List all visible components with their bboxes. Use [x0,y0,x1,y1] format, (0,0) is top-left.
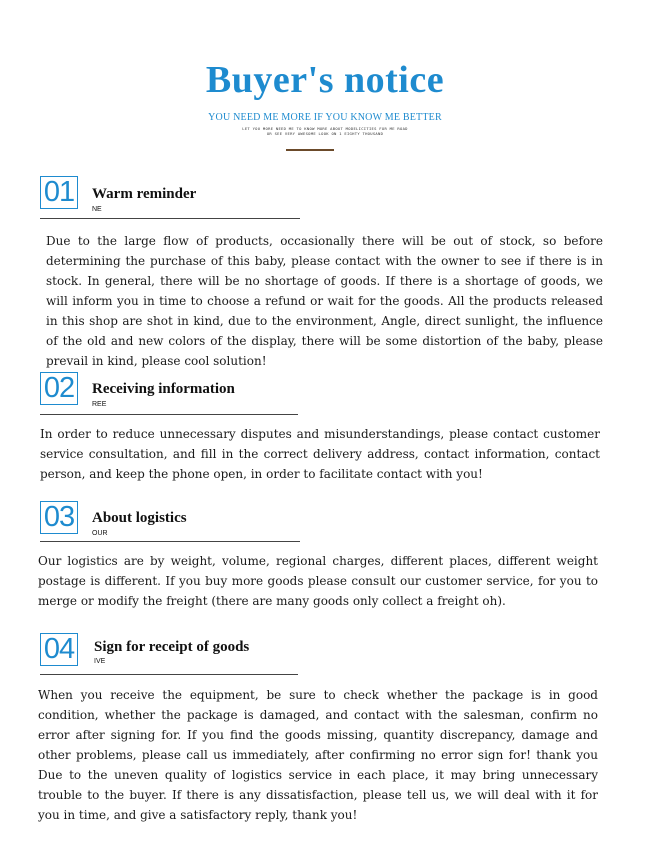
section-body-receiving-information: In order to reduce unnecessary disputes and misunderstandings, please contact customer service consultation, and fill in the correct delivery address, contact information, contact person, and keep the phone open, in order to facilitate contact with you! [40,427,600,481]
section-subtitle: IVE [94,658,106,665]
section-title-about-logistics: About logistics [92,510,187,526]
section-subtitle: REE [92,401,107,408]
section-title-receiving-information: Receiving information [92,381,235,397]
header-divider [286,149,334,151]
section-divider [40,218,300,219]
tagline-small-1: LET YOU MORE NEED ME TO KNOW MORE ABOUT MODELICITIES FOR ME ROAD [242,126,408,131]
section-number-04: 04 [40,633,78,666]
section-divider [40,414,298,415]
section-number-03: 03 [40,501,78,534]
section-subtitle: OUR [92,530,108,537]
section-title-warm-reminder: Warm reminder [92,186,197,202]
section-subtitle: NE [92,206,102,213]
section-body-warm-reminder: Due to the large flow of products, occasionally there will be out of stock, so before determining the purchase of this baby, please contact with the owner to see if there is in stock. In general, there will be no shortage of goods. If there is a shortage of goods, we will inform you in time to choose a refund or wait for the goods. All the products released in this shop are shot in kind, due to the environment, Angle, direct sunlight, the influence of the old and new colors of the display, there will be some distortion of the baby, please prevail in kind, please cool solution! [46,234,603,368]
page-title: Buyer's notice [205,59,445,101]
tagline-small-2: OR SEE VERY AWESOME LOOK ON 1 EIGHTY THOUSAND [266,131,384,136]
section-body-sign-for-receipt: When you receive the equipment, be sure to check whether the package is in good condition, whether the package is damaged, and contact with the salesman, confirm no error after signing for. If you find the goods missing, quantity discrepancy, damage and other problems, please call us immediately, after confirming no error sign for! thank you Due to the uneven quality of logistics service in each place, it may bring unnecessary trouble to the buyer. If there is any dissatisfaction, please tell us, we will deal with it for you in time, and give a satisfactory reply, thank you! [38,688,598,822]
section-number-02: 02 [40,372,78,405]
section-body-about-logistics: Our logistics are by weight, volume, regional charges, different places, different weight postage is different. If you buy more goods please consult our customer service, for you to merge or modify the freight (there are many goods only collect a freight oh). [38,554,598,608]
section-title-sign-for-receipt: Sign for receipt of goods [94,639,250,655]
section-divider [40,674,298,675]
page-subtitle: YOU NEED ME MORE IF YOU KNOW ME BETTER [208,112,442,123]
section-divider [40,541,300,542]
section-number-01: 01 [40,176,78,209]
